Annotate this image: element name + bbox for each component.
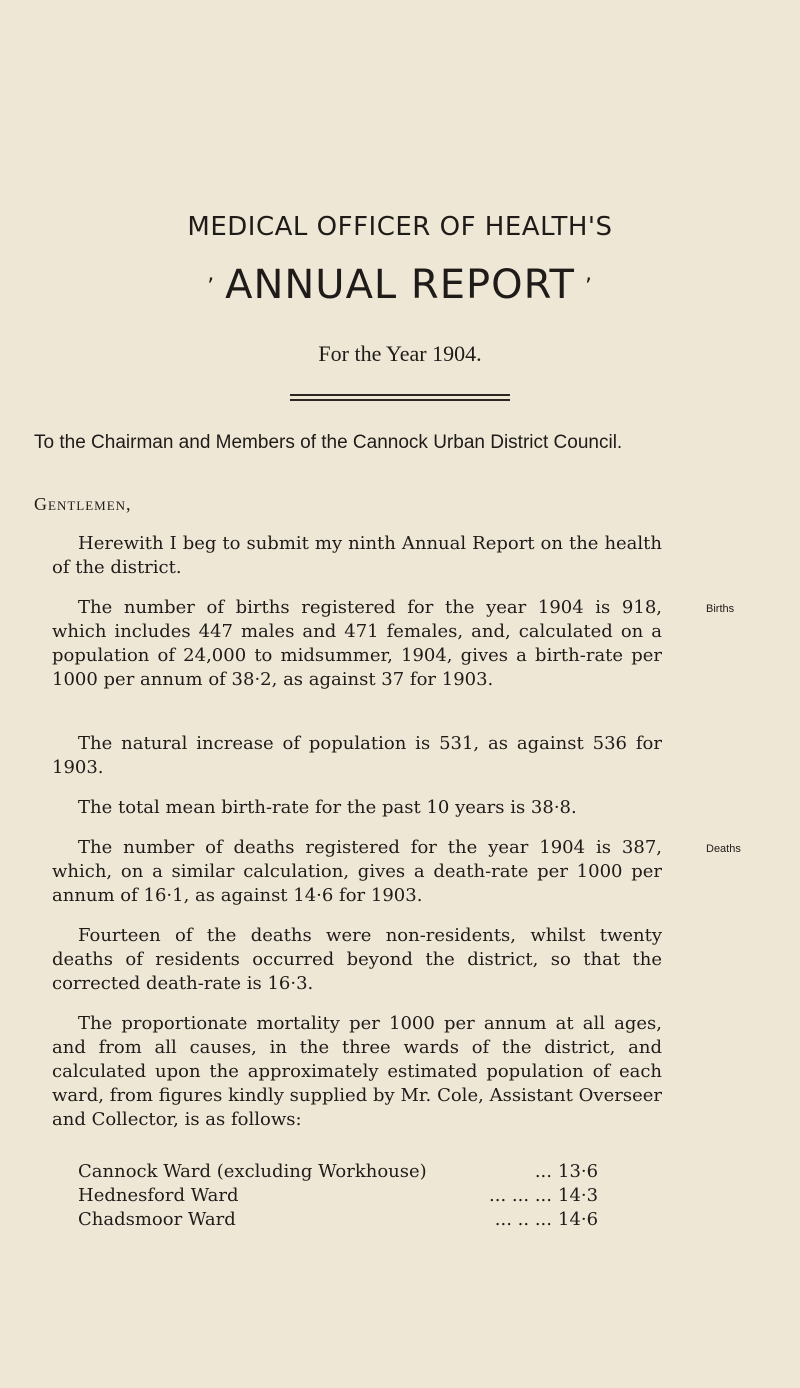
report-heading-line1: MEDICAL OFFICER OF HEALTH'S xyxy=(187,212,613,242)
table-row xyxy=(78,1160,598,1184)
ornament-right: ’ xyxy=(584,274,593,300)
ward-rate: 14·3 xyxy=(558,1185,599,1206)
paragraph-non-residents: Fourteen of the deaths were non-residents, whilst twenty deaths of residents occurred beyond the district, so that the corrected death-rate is 16·3. xyxy=(52,925,662,994)
address-line: To the Chairman and Members of the Cannock Urban District Council. xyxy=(34,432,623,453)
table-row xyxy=(78,1184,598,1208)
paragraph-deaths: The number of deaths registered for the year 1904 is 387, which, on a similar calculation, gives a death-rate per 1000 per annum of 16·1, as against 14·6 for 1903. xyxy=(52,837,662,906)
leader-dots: ... .. ... xyxy=(494,1209,552,1230)
report-year: For the Year 1904. xyxy=(318,341,482,366)
ward-name: Hednesford Ward xyxy=(78,1185,239,1206)
double-rule-divider xyxy=(290,394,510,401)
ornament-left: ’ xyxy=(207,274,216,300)
ward-rate: 14·6 xyxy=(558,1209,599,1230)
leader-dots: ... ... ... xyxy=(489,1185,552,1206)
ward-name: Cannock Ward (excluding Workhouse) xyxy=(78,1161,427,1182)
paragraph-births: The number of births registered for the year 1904 is 918, which includes 447 males and 471 females, and, calculated on a population of 24,000 to midsummer, 1904, gives a birth-rate per 1000 per annum of 38·2, as against 37 for 1903. xyxy=(52,597,662,690)
margin-note-deaths: Deaths xyxy=(706,843,741,855)
salutation: Gentlemen, xyxy=(34,494,132,514)
leader-dots: ... xyxy=(534,1161,552,1182)
paragraph-mean-birth-rate: The total mean birth-rate for the past 10 years is 38·8. xyxy=(78,797,577,818)
table-row xyxy=(78,1208,598,1232)
ward-name: Chadsmoor Ward xyxy=(78,1209,236,1230)
paragraph-natural-increase: The natural increase of population is 531, as against 536 for 1903. xyxy=(52,733,662,778)
ward-mortality-table xyxy=(78,1160,598,1232)
ward-rate: 13·6 xyxy=(558,1161,599,1182)
report-title: ANNUAL REPORT xyxy=(225,262,575,308)
report-heading-line2 xyxy=(0,262,800,308)
paragraph-proportionate-mortality: The proportionate mortality per 1000 per annum at all ages, and from all causes, in the three wards of the district, and calculated upon the approximately estimated population of each ward, from figures kindly supplied by Mr. Cole, Assistant Overseer and Collector, is as follows: xyxy=(52,1013,662,1130)
paragraph-intro: Herewith I beg to submit my ninth Annual Report on the health of the district. xyxy=(52,533,662,578)
margin-note-births: Births xyxy=(706,603,735,615)
